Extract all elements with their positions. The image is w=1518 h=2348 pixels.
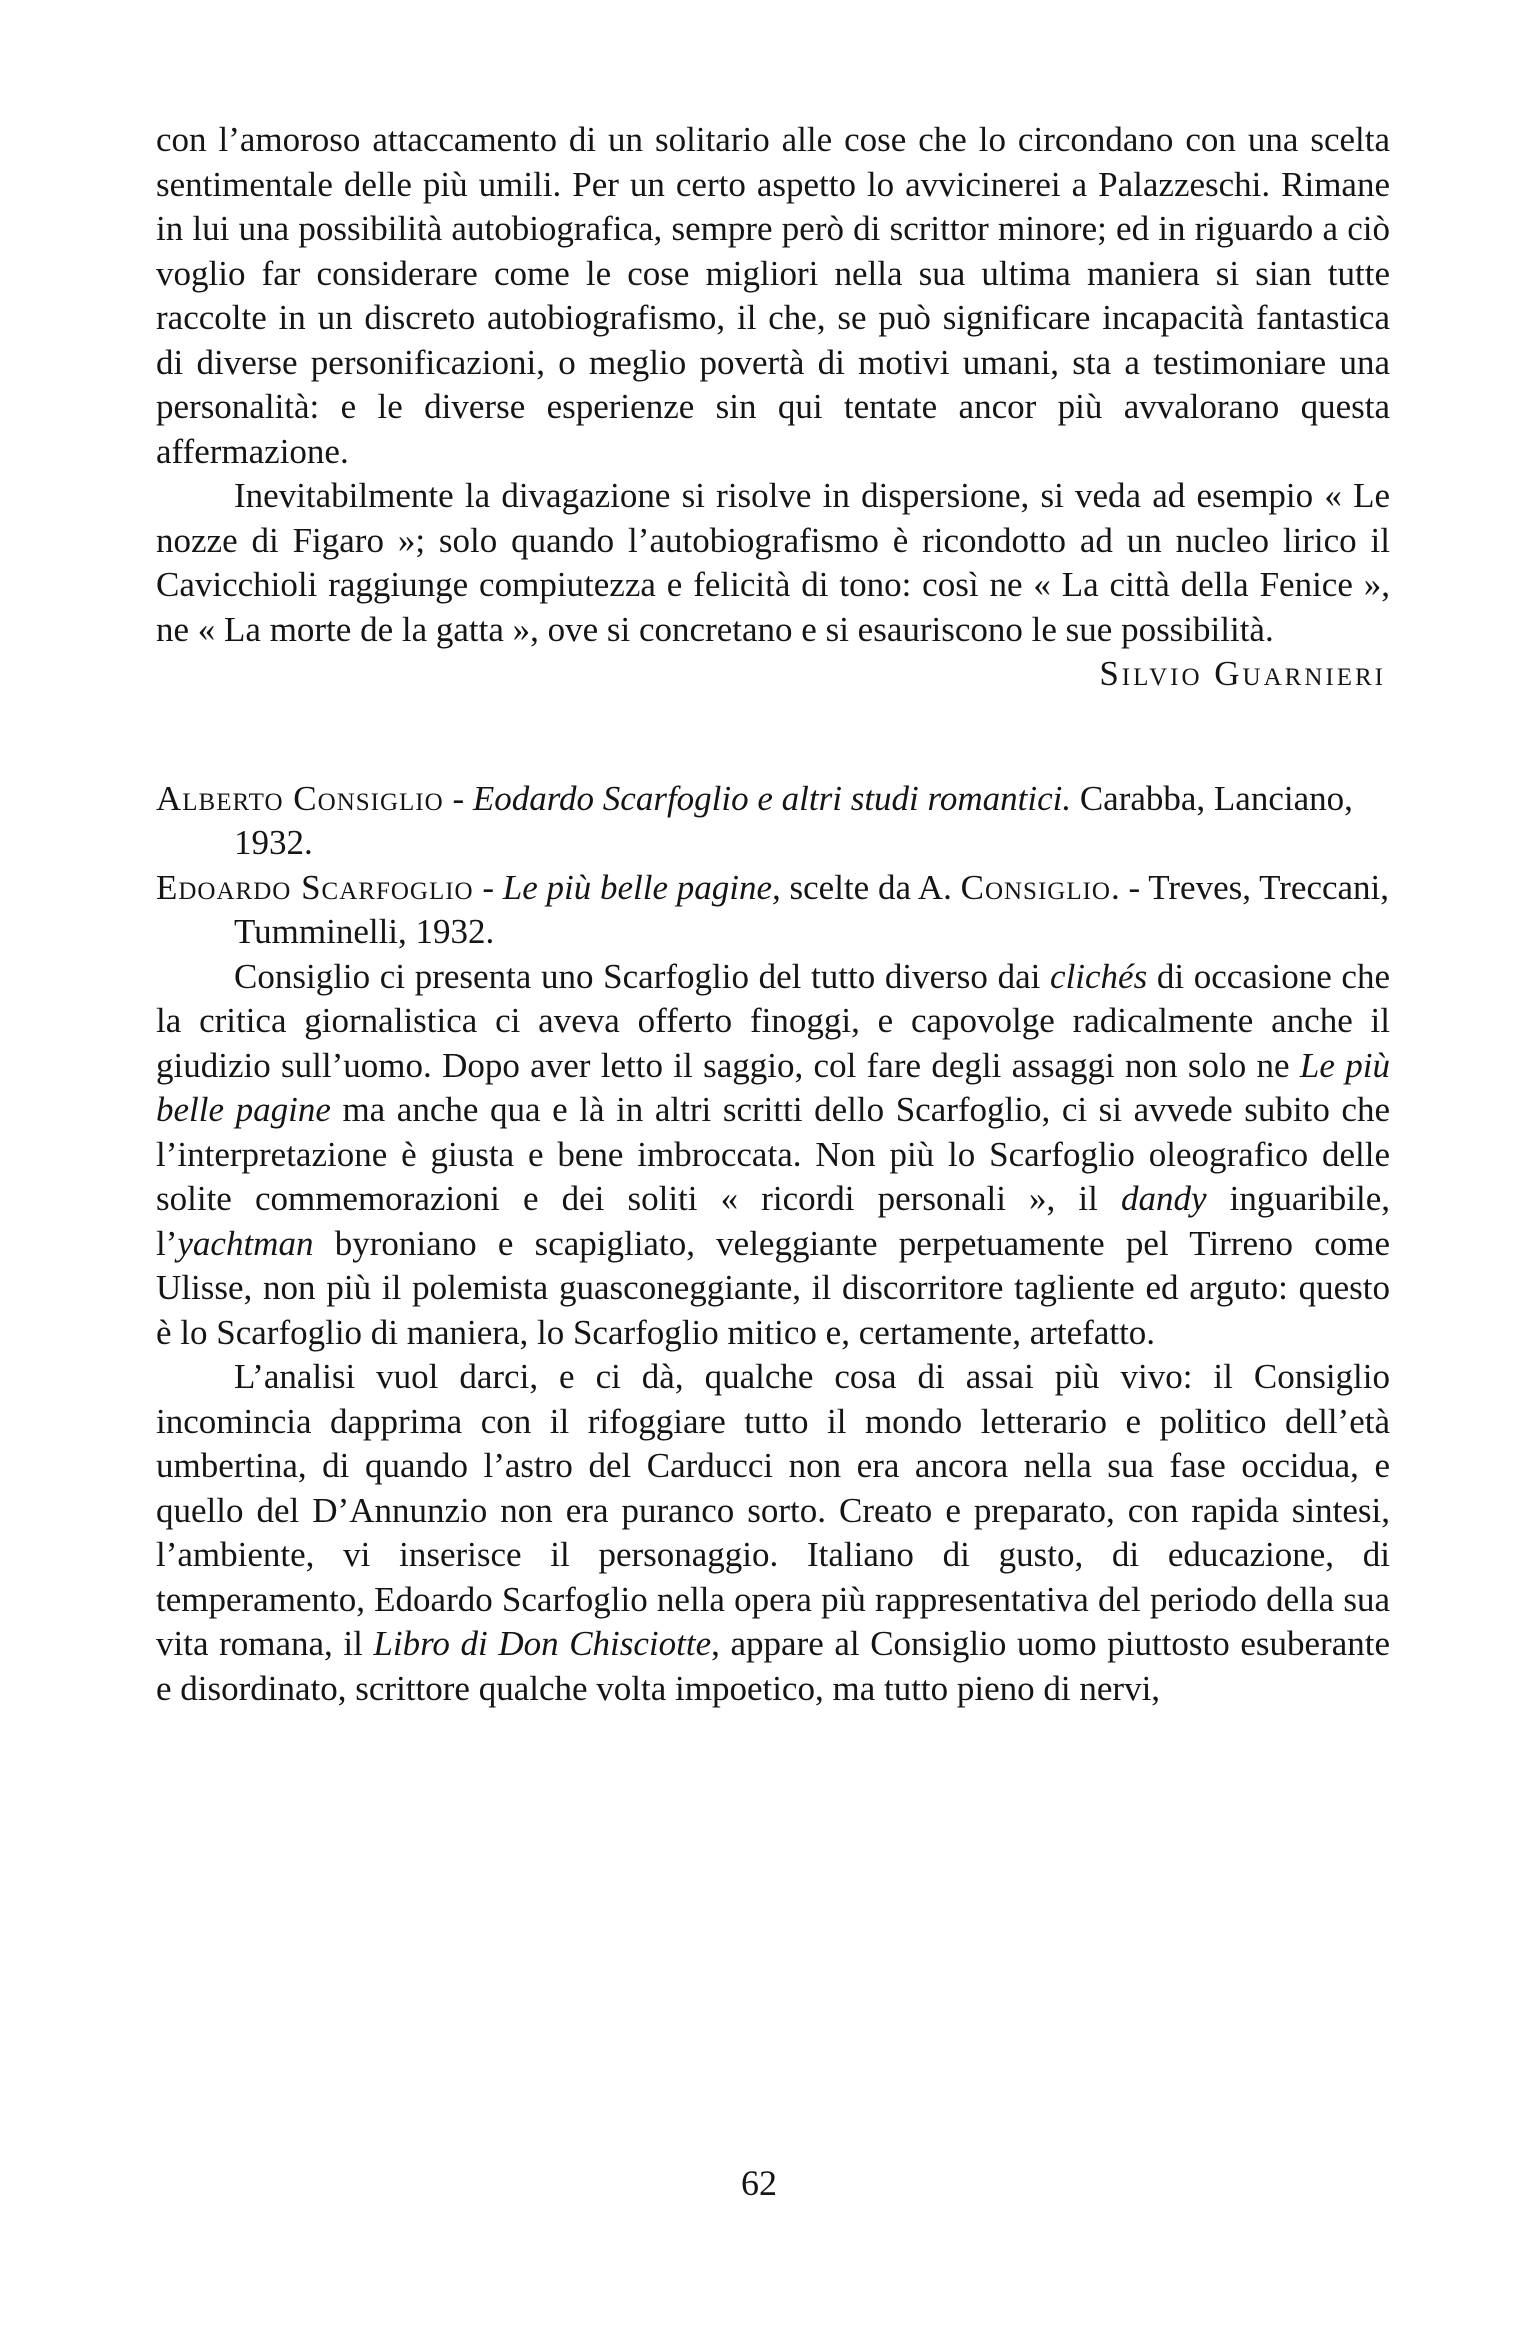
page-number: 62 [741, 2163, 777, 2203]
bibliographic-entry [156, 777, 1390, 866]
entry-title: Eodardo Scarfoglio e altri studi romantici. [472, 778, 1072, 818]
author-signature: Silvio Guarnieri [1099, 654, 1386, 693]
italic-term: yachtman [177, 1223, 314, 1263]
paragraph: Inevitabilmente la divagazione si risolve in dispersione, si veda ad esempio « Le nozze di Figaro »; solo quando l’autobiografismo è ricondotto ad un nucleo lirico il Cavicchioli raggiunge compiutezza e felicità di tono: così ne « La città della Fenice », ne « La morte de la gatta », ove si concretano e si esauriscono le sue possibilità. [156, 476, 1390, 649]
text-run: byroniano e scapigliato, veleggiante perpetuamente pel Tirreno come Ulisse, non più il polemista guasconeggiante, il discorritore tagliente ed arguto: questo è lo Scarfoglio di maniera, lo Scarfoglio mitico e, certamente, artefatto. [156, 1223, 1390, 1352]
text-run: L’analisi vuol darci, e ci dà, qualche cosa di assai più vivo: il Consiglio incomincia dapprima con il rifoggiare tutto il mondo letterario e politico dell’età umbertina, di quando l’astro del Carducci non era ancora nella sua fase occidua, e quello del D’Annunzio non era puranco sorto. Creato e preparato, con rapida sintesi, l’ambiente, vi inserisce il personaggio. Italiano di gusto, di educazione, di temperamento, Edoardo Scarfoglio nella opera più rappresentativa del periodo della sua vita romana, il [156, 1357, 1390, 1663]
entry-edited-by: scelte da A. [780, 867, 961, 907]
entry-publisher: Carabba, Lanciano, 1932. [234, 778, 1353, 862]
paragraph [156, 955, 1390, 1356]
entry-author: Edoardo Scarfoglio [156, 867, 474, 907]
italic-title: Libro di Don Chisciotte [373, 1624, 712, 1663]
text-run: ma anche qua e là in altri scritti dello Scarfoglio, ci si avvede subito che l’interpretazione è giusta e bene imbroccata. Non più lo Scarfoglio oleografico delle solite commemorazioni e dei soliti « ricordi personali », il [156, 1090, 1391, 1218]
section-gap [156, 697, 1390, 777]
italic-term: clichés [1050, 956, 1148, 996]
text-run: , appare al Consiglio uomo piuttosto esuberante e disordinato, scrittore qualche volta impoetico, ma tutto pieno di nervi, [156, 1624, 1390, 1708]
entry-publisher: . - Treves, Treccani, Tumminelli, 1932. [234, 867, 1390, 951]
review-guarnieri [156, 118, 1390, 697]
paragraph [156, 1355, 1390, 1711]
review-scarfoglio [156, 777, 1390, 1712]
entry-author: Alberto Consiglio [156, 778, 444, 818]
page-body [156, 118, 1390, 1711]
bibliographic-entry [156, 866, 1390, 955]
text-run: Consiglio ci presenta uno Scarfoglio del tutto diverso dai [234, 956, 1051, 996]
entry-separator: - [443, 778, 473, 818]
entry-separator: - [473, 867, 503, 907]
text-run: di occasione che la critica giornalistica ci aveva offerto finoggi, e capovolge radicalmente anche il giudizio sull’uomo. Dopo aver letto il saggio, col fare degli assaggi non solo ne [156, 956, 1390, 1085]
italic-term: dandy [1120, 1179, 1207, 1218]
entry-editor: Consiglio [960, 867, 1111, 907]
text-run: inguaribile, l’ [156, 1179, 1390, 1263]
italic-title: Le più belle pagine [156, 1045, 1390, 1129]
entry-title: Le più belle pagine, [502, 867, 781, 907]
paragraph: con l’amoroso attaccamento di un solitario alle cose che lo circondano con una scelta sentimentale delle più umili. Per un certo aspetto lo avvicinerei a Palazzeschi. Rimane in lui una possibilità autobiografica, sempre però di scrittor minore; ed in riguardo a ciò voglio far considerare come le cose migliori nella sua ultima maniera si sian tutte raccolte in un discreto autobiografismo, il che, se può significare incapacità fantastica di diverse personificazioni, o meglio povertà di motivi umani, sta a testimoniare una personalità: e le diverse esperienze sin qui tentate ancor più avvalorano questa affermazione. [156, 120, 1390, 471]
